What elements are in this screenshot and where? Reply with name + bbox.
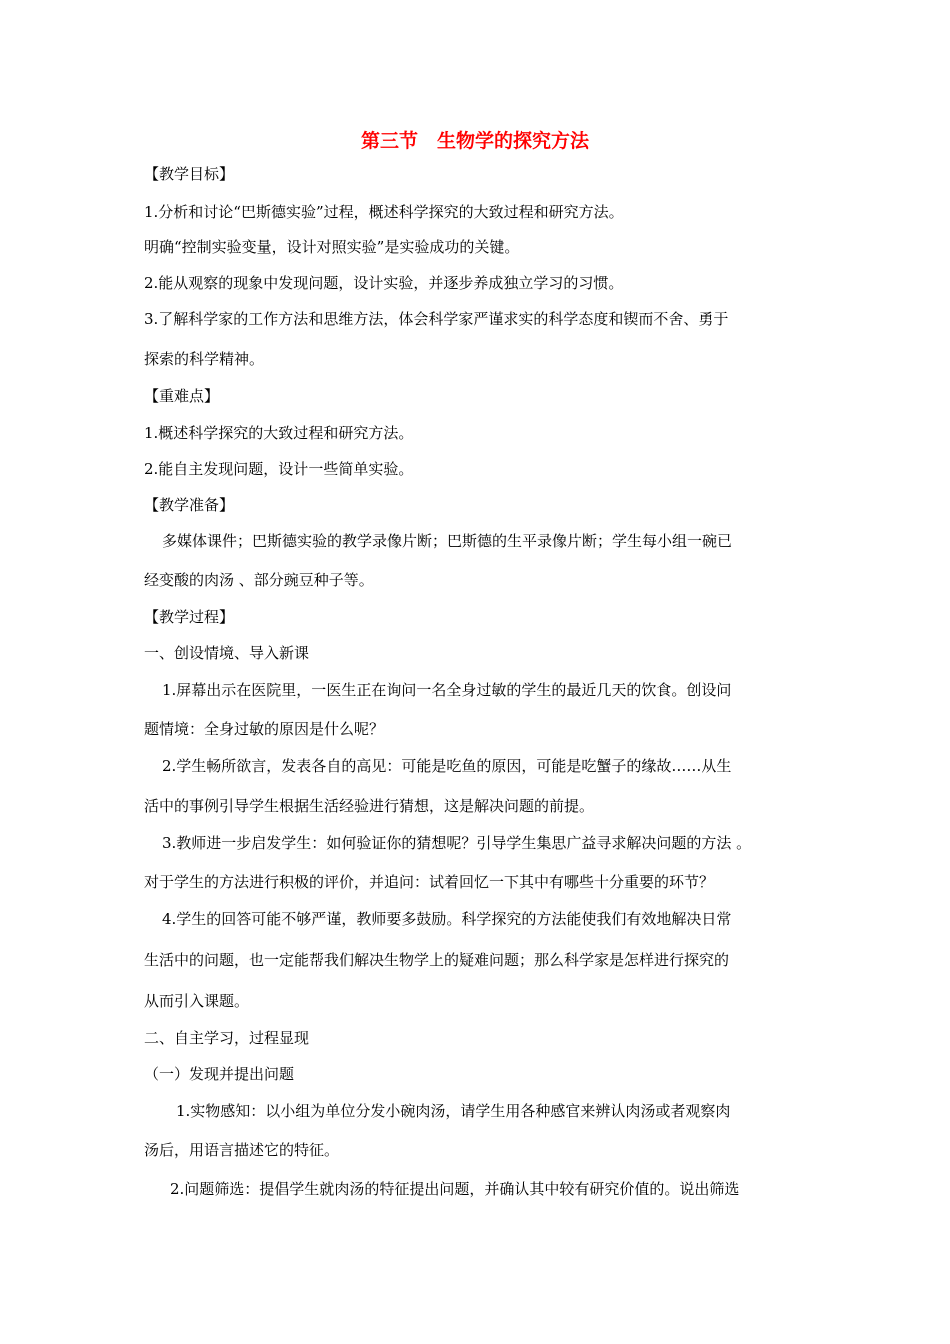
subheading: 二、自主学习，过程显现 — [144, 1029, 310, 1047]
section-heading-key-points: 【重难点】 — [144, 387, 220, 405]
section-heading-objectives: 【教学目标】 — [144, 165, 235, 183]
paragraph-line: 汤后，用语言描述它的特征。 — [144, 1141, 340, 1159]
paragraph-line: 从而引入课题。 — [144, 992, 250, 1010]
document-title: 第三节 生物学的探究方法 — [360, 130, 589, 152]
paragraph-line: 对于学生的方法进行积极的评价，并追问：试着回忆一下其中有哪些十分重要的环节？ — [144, 873, 715, 891]
paragraph-line: 多媒体课件；巴斯德实验的教学录像片断；巴斯德的生平录像片断；学生每小组一碗已 — [162, 532, 733, 550]
paragraph-line: 2.能从观察的现象中发现问题，设计实验，并逐步养成独立学习的习惯。 — [144, 274, 624, 292]
paragraph-line: 2.学生畅所欲言，发表各自的高见：可能是吃鱼的原因，可能是吃蟹子的缘故……从生 — [162, 757, 732, 775]
paragraph-line: 1.屏幕出示在医院里，一医生正在询问一名全身过敏的学生的最近几天的饮食。创设问 — [162, 681, 732, 699]
paragraph-line: 活中的事例引导学生根据生活经验进行猜想，这是解决问题的前提。 — [144, 797, 595, 815]
paragraph-line: 2.问题筛选：提倡学生就肉汤的特征提出问题，并确认其中较有研究价值的。说出筛选 — [170, 1180, 740, 1198]
section-heading-preparation: 【教学准备】 — [144, 496, 235, 514]
paragraph-line: 2.能自主发现问题，设计一些简单实验。 — [144, 460, 414, 478]
paragraph-line: 题情境：全身过敏的原因是什么呢？ — [144, 720, 385, 738]
paragraph-line: 4.学生的回答可能不够严谨，教师要多鼓励。科学探究的方法能使我们有效地解决日常 — [162, 910, 732, 928]
paragraph-line: 经变酸的肉汤 、部分豌豆种子等。 — [144, 571, 374, 589]
paragraph-line: 3.教师进一步启发学生：如何验证你的猜想呢？引导学生集思广益寻求解决问题的方法 。 — [162, 834, 752, 852]
paragraph-line: 探索的科学精神。 — [144, 350, 265, 368]
paragraph-line: 明确“控制实验变量，设计对照实验”是实验成功的关键。 — [144, 238, 520, 256]
paragraph-line: 3.了解科学家的工作方法和思维方法，体会科学家严谨求实的科学态度和锲而不舍、勇于 — [144, 310, 729, 328]
paragraph-line: 1.概述科学探究的大致过程和研究方法。 — [144, 424, 414, 442]
section-heading-process: 【教学过程】 — [144, 608, 235, 626]
paragraph-line: 1.分析和讨论“巴斯德实验”过程，概述科学探究的大致过程和研究方法。 — [144, 203, 624, 221]
subheading: （一）发现并提出问题 — [144, 1065, 295, 1083]
paragraph-line: 1.实物感知：以小组为单位分发小碗肉汤，请学生用各种感官来辨认肉汤或者观察肉 — [176, 1102, 731, 1120]
paragraph-line: 生活中的问题，也一定能帮我们解决生物学上的疑难问题；那么科学家是怎样进行探究的 — [144, 951, 730, 969]
subheading: 一、创设情境、导入新课 — [144, 644, 310, 662]
